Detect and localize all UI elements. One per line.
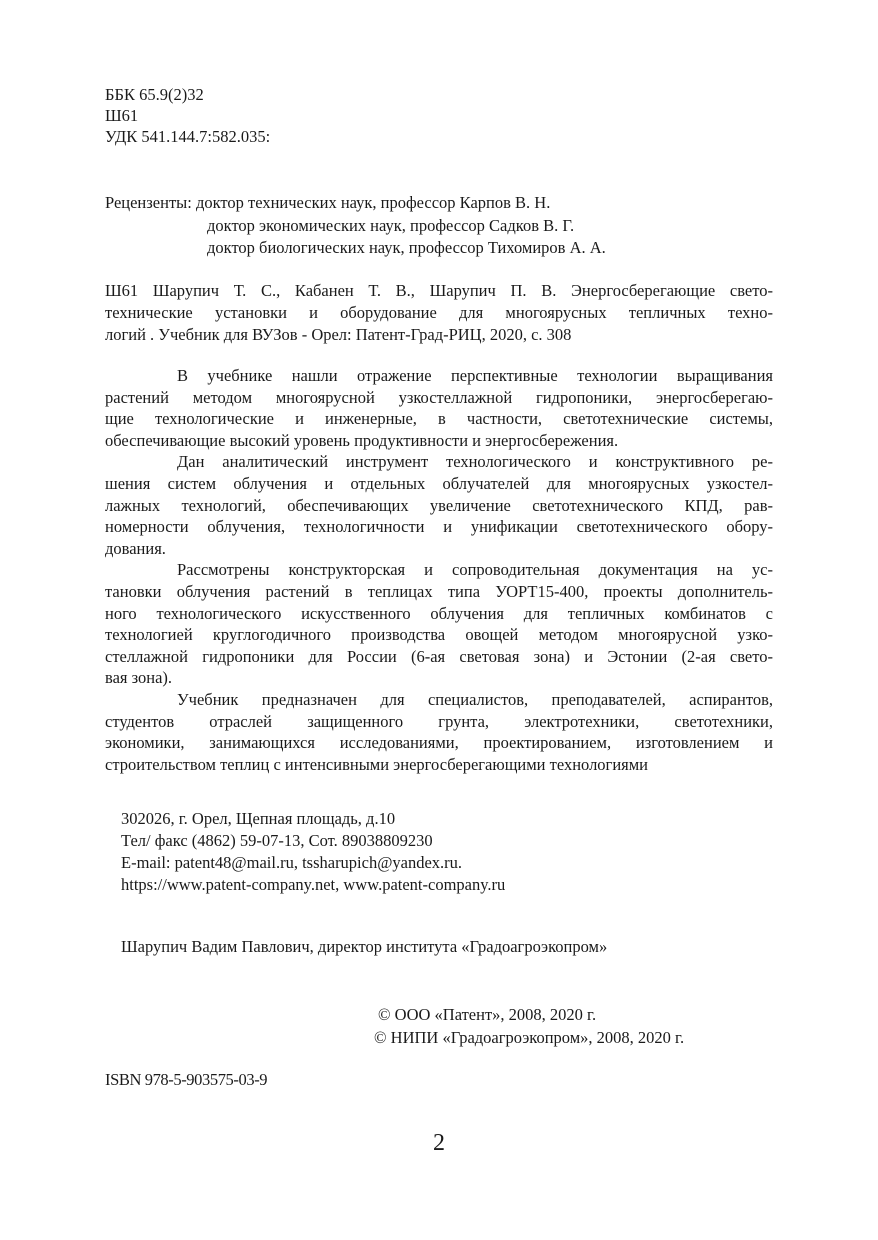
annotation-line: щие технологические и инженерные, в частности, светотехнические системы,: [105, 409, 773, 429]
annotation-line: строительством теплиц с интенсивными энергосберегающими технологиями: [105, 754, 649, 774]
annotation-line: Дан аналитический инструмент технологического и конструктивного ре-: [177, 452, 773, 472]
entry-line: технические установки и оборудование для многоярусных тепличных техно-: [105, 303, 773, 322]
annotation-line: Рассмотрены конструкторская и сопроводительная документация на ус-: [177, 560, 773, 580]
annotation-line: дования.: [105, 538, 166, 558]
author-sign: Ш61: [105, 106, 139, 125]
annotation-line: В учебнике нашли отражение перспективные технологии выращивания: [177, 366, 773, 385]
annotation-line: Учебник предназначен для специалистов, преподавателей, аспирантов,: [177, 689, 773, 709]
reviewer-item: доктор экономических наук, профессор Садков В. Г.: [207, 215, 575, 235]
annotation-line: тановки облучения растений в теплицах типа УОРТ15-400, проекты дополнитель-: [105, 581, 773, 601]
publisher-contacts: [121, 808, 505, 896]
isbn: ISBN 978-5-903575-03-9: [105, 1070, 268, 1089]
bibliographic-entry: [105, 280, 773, 346]
reviewer-item: доктор технических наук, профессор Карпов В. Н.: [195, 193, 551, 212]
reviewers-label: Рецензенты:: [105, 193, 192, 212]
entry-line: Ш61 Шарупич Т. С., Кабанен Т. В., Шарупич П. В. Энергосберегающие свето-: [105, 281, 773, 300]
annotation-line: вая зона).: [105, 668, 173, 688]
annotation-line: обеспечивающие высокий уровень продуктивности и энергосбережения.: [105, 430, 619, 450]
entry-line: логий . Учебник для ВУЗов - Орел: Патент-Град-РИЦ, 2020, с. 308: [105, 325, 572, 344]
reviewers-block: [105, 192, 606, 260]
annotation-line: технологией круглогодичного производства овощей методом многоярусной узко-: [105, 625, 773, 645]
annotation-line: лажных технологий, обеспечивающих увеличение светотехнического КПД, рав-: [105, 495, 773, 515]
copyright-line: © НИПИ «Градоагроэкопром», 2008, 2020 г.: [374, 1028, 685, 1047]
copyright-line: © ООО «Патент», 2008, 2020 г.: [378, 1005, 597, 1024]
reviewer-item: доктор биологических наук, профессор Тихомиров А. А.: [207, 238, 606, 257]
reviewer-line: [105, 192, 606, 215]
email: E-mail: patent48@mail.ru, tssharupich@yandex.ru.: [121, 853, 463, 872]
annotation-line: стеллажной гидропоники для России (6-ая световая зона) и Эстонии (2-ая свето-: [105, 646, 773, 666]
annotation-line: ного технологического искусственного облучения для тепличных комбинатов с: [105, 603, 773, 623]
address: 302026, г. Орел, Щепная площадь, д.10: [121, 809, 396, 828]
udk-code: УДК 541.144.7:582.035:: [105, 127, 271, 146]
annotation-line: шения систем облучения и отдельных облучателей для многоярусных узкостел-: [105, 473, 773, 493]
phone: Тел/ факс (4862) 59-07-13, Сот. 89038809230: [121, 831, 433, 850]
annotation-line: студентов отраслей защищенного грунта, электротехники, светотехники,: [105, 711, 773, 731]
annotation-line: экономики, занимающихся исследованиями, проектированием, изготовлением и: [105, 733, 773, 753]
page-number: 2: [433, 1130, 445, 1156]
director-line: Шарупич Вадим Павлович, директор института «Градоагроэкопром»: [121, 937, 608, 956]
annotation: [105, 365, 773, 775]
annotation-line: номерности облучения, технологичности и унификации светотехнического обору-: [105, 517, 773, 537]
annotation-line: растений методом многоярусной узкостеллажной гидропоники, энергосберегаю-: [105, 387, 773, 407]
classification-block: [105, 84, 270, 147]
copyright-block: [374, 1003, 684, 1049]
website: https://www.patent-company.net, www.patent-company.ru: [121, 875, 506, 894]
bbk-code: ББК 65.9(2)32: [105, 85, 204, 104]
